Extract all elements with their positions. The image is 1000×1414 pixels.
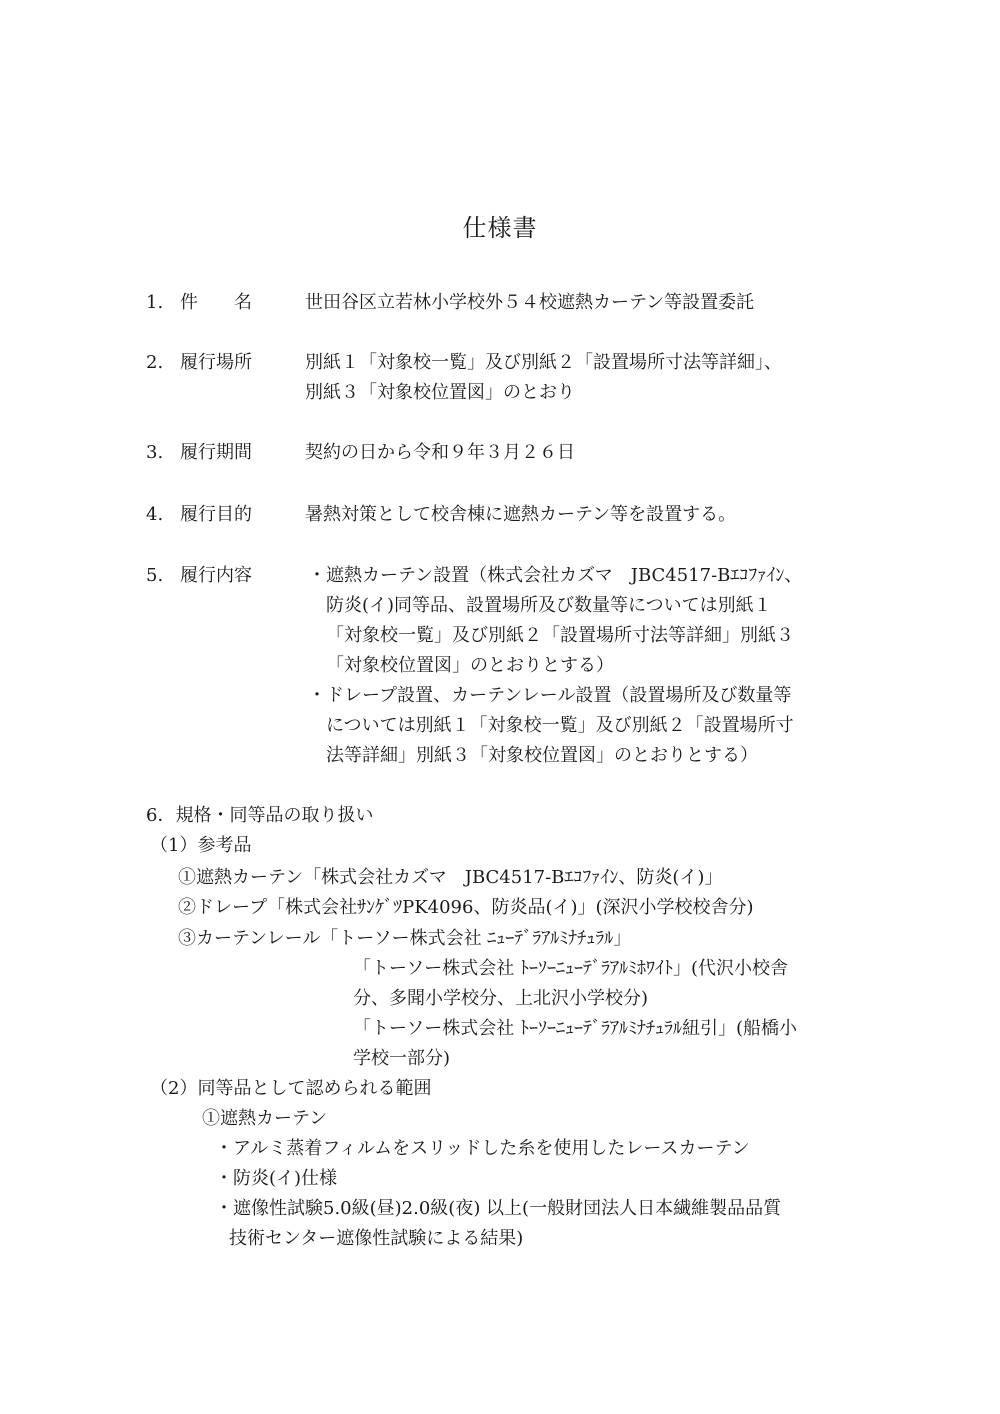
reference-item-1: ①遮熱カーテン「株式会社カズマ JBC4517-Bｴｺﾌｧｲﾝ、防炎(イ)」 — [178, 867, 723, 888]
section-5-bullet-1-line-4: 「対象校位置図」のとおりとする） — [326, 655, 614, 676]
section-2-line-1: 別紙１「対象校一覧」及び別紙２「設置場所寸法等詳細」、 — [305, 352, 782, 373]
equivalent-bullet-3-line-1: ・遮像性試験5.0級(昼)2.0級(夜) 以上(一般財団法人日本繊維製品品質 — [215, 1198, 782, 1219]
reference-item-3b-line-1: 「トーソー株式会社 ﾄｰｿｰﾆｭｰﾃﾞﾗｱﾙﾐﾎﾜｲﾄ」(代沢小校舎 — [353, 958, 789, 979]
page-title: 仕様書 — [462, 214, 538, 242]
section-1-number: 1. — [146, 292, 164, 313]
reference-item-2: ②ドレープ「株式会社ｻﾝｹﾞﾂPK4096、防炎品(イ)」(深沢小学校校舎分) — [178, 897, 754, 918]
section-5-label: 履行内容 — [180, 565, 252, 586]
section-5-bullet-1-line-2: 防炎(イ)同等品、設置場所及び数量等については別紙１ — [326, 595, 772, 616]
equivalent-bullet-3-line-2: 技術センター遮像性試験による結果) — [229, 1228, 524, 1249]
equivalent-item-1: ①遮熱カーテン — [202, 1108, 328, 1129]
section-5-bullet-1-line-3: 「対象校一覧」及び別紙２「設置場所寸法等詳細」別紙３ — [326, 625, 794, 646]
section-2-line-2: 別紙３「対象校位置図」のとおり — [305, 382, 575, 403]
section-4-number: 4. — [146, 504, 164, 525]
section-4-label: 履行目的 — [180, 504, 252, 525]
reference-item-3: ③カーテンレール「トーソー株式会社 ﾆｭｰﾃﾞﾗｱﾙﾐﾅﾁｭﾗﾙ」 — [178, 928, 632, 949]
section-2-number: 2. — [146, 352, 164, 373]
equivalent-bullet-1: ・アルミ蒸着フィルムをスリッドした糸を使用したレースカーテン — [215, 1138, 750, 1159]
section-2-label: 履行場所 — [180, 352, 252, 373]
section-5-bullet-2-line-1: ・ドレープ設置、カーテンレール設置（設置場所及び数量等 — [308, 685, 792, 706]
section-6-sub-1: （1）参考品 — [150, 835, 252, 856]
section-6-sub-2: （2）同等品として認められる範囲 — [150, 1078, 432, 1099]
section-1-value: 世田谷区立若林小学校外５４校遮熱カーテン等設置委託 — [305, 292, 755, 313]
reference-item-3c-line-2: 学校一部分) — [353, 1048, 451, 1069]
section-3-value: 契約の日から令和９年３月２６日 — [305, 442, 575, 463]
reference-item-3b-line-2: 分、多聞小学校分、上北沢小学校分) — [353, 988, 649, 1009]
section-5-bullet-2-line-3: 法等詳細」別紙３「対象校位置図」のとおりとする） — [326, 745, 758, 766]
section-5-number: 5. — [146, 565, 164, 586]
reference-item-3c-line-1: 「トーソー株式会社 ﾄｰｿｰﾆｭｰﾃﾞﾗｱﾙﾐﾅﾁｭﾗﾙ紐引」(船橋小 — [353, 1018, 798, 1039]
section-3-number: 3. — [146, 442, 164, 463]
section-1-label: 件 名 — [180, 292, 252, 313]
section-6-heading: 6．規格・同等品の取り扱い — [146, 805, 374, 826]
section-5-bullet-2-line-2: については別紙１「対象校一覧」及び別紙２「設置場所寸 — [326, 715, 794, 736]
section-4-value: 暑熱対策として校舎棟に遮熱カーテン等を設置する。 — [305, 504, 737, 525]
section-3-label: 履行期間 — [180, 442, 252, 463]
equivalent-bullet-2: ・防炎(イ)仕様 — [215, 1168, 338, 1189]
section-5-bullet-1-line-1: ・遮熱カーテン設置（株式会社カズマ JBC4517-Bｴｺﾌｧｲﾝ、 — [308, 565, 803, 586]
